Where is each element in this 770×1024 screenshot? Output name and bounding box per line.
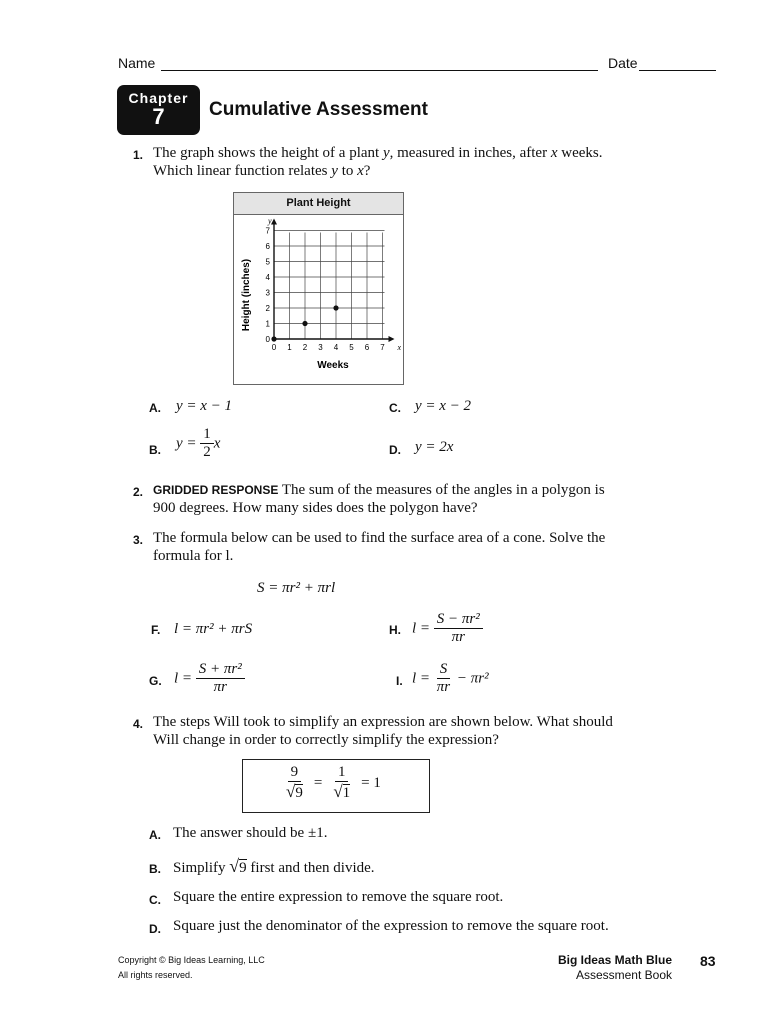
q3-choice-g-lhs: l = — [174, 670, 193, 687]
q3-choice-i-num: S — [437, 661, 451, 679]
q1-text-b: , measured in inches, after — [389, 145, 551, 161]
q4-expression — [283, 764, 381, 803]
footer-rights: All rights reserved. — [118, 970, 193, 980]
chapter-number: 7 — [152, 104, 165, 129]
q1-text-c: weeks. — [557, 145, 603, 161]
q1-choice-c[interactable]: y = x − 2 — [415, 398, 472, 414]
q3-choice-i-den: πr — [436, 679, 451, 696]
y-tick-label: 3 — [265, 288, 270, 298]
q3-choice-h-fraction — [434, 611, 483, 647]
q1-line2-y: y — [331, 163, 338, 179]
q3-choice-g[interactable] — [174, 661, 245, 697]
q1-choice-b-den: 2 — [203, 444, 211, 461]
q4-frac-2 — [330, 764, 353, 803]
footer-book-title: Big Ideas Math Blue — [557, 953, 672, 967]
y-tick-label: 5 — [265, 257, 270, 267]
q3-formula: S = πr² + πrl — [257, 580, 336, 596]
q3-choice-i[interactable] — [412, 661, 489, 697]
q3-choice-h-num: S − πr² — [434, 611, 483, 629]
y-tick-label: 6 — [265, 242, 270, 251]
y-axis-variable: y — [268, 216, 272, 226]
name-field[interactable] — [161, 70, 598, 71]
page-title: Cumulative Assessment — [209, 99, 428, 120]
x-tick-label: 0 — [271, 343, 277, 352]
data-point — [302, 321, 307, 326]
q4-number: 4. — [133, 717, 144, 731]
q1-text-a: The graph shows the height of a plant — [153, 145, 383, 161]
q4-frac1-num: 9 — [288, 764, 302, 782]
q4-choice-c[interactable]: Square the entire expression to remove the square root. — [173, 889, 504, 905]
chapter-word: Chapter — [128, 90, 189, 106]
q4-choice-b-letter: B. — [149, 862, 161, 876]
q3-choice-f-letter: F. — [151, 623, 161, 637]
q4-choice-d-letter: D. — [149, 922, 161, 936]
q3-choice-g-letter: G. — [149, 674, 162, 688]
chapter-badge — [117, 85, 200, 135]
q1-line2-q: ? — [363, 163, 371, 179]
x-axis-arrow-icon — [389, 336, 395, 342]
q4-choice-b[interactable] — [173, 856, 375, 877]
q1-line2-a: Which linear function relates — [153, 163, 332, 179]
plant-height-chart — [233, 192, 404, 385]
x-tick-label: 4 — [333, 343, 339, 352]
x-axis-variable: x — [397, 343, 402, 352]
data-point — [271, 336, 276, 341]
x-tick-label: 1 — [287, 343, 292, 352]
q3-text-line1: The formula below can be used to find the surface area of a cone. Solve the — [153, 530, 606, 546]
q3-choice-h-lhs: l = — [412, 620, 431, 637]
q1-choice-b[interactable] — [176, 426, 220, 462]
y-tick-label: 0 — [265, 335, 270, 344]
q1-line2-to: to — [337, 163, 358, 179]
q3-choice-i-fraction — [434, 661, 453, 697]
q1-choice-b-fraction — [200, 426, 214, 462]
q2-text1: The sum of the measures of the angles in a polygon is — [278, 482, 605, 498]
q2-text-line1 — [153, 482, 605, 499]
q4-result: = 1 — [361, 774, 381, 791]
q4-choice-a[interactable]: The answer should be ±1. — [173, 825, 328, 841]
chart-title: Plant Height — [286, 197, 351, 209]
q3-choice-i-letter: I. — [396, 674, 403, 688]
x-tick-label: 5 — [349, 343, 354, 352]
q3-choice-f[interactable]: l = πr² + πrS — [174, 621, 253, 637]
q1-text-line2 — [153, 163, 370, 180]
q1-choice-a-letter: A. — [149, 401, 161, 415]
q2-lead: GRIDDED RESPONSE — [153, 483, 279, 497]
q1-choice-c-letter: C. — [389, 401, 401, 415]
y-tick-label: 2 — [265, 304, 270, 313]
q4-text-line1: The steps Will took to simplify an expression are shown below. What should — [153, 714, 613, 730]
q3-choice-g-num: S + πr² — [196, 661, 245, 679]
q1-line2-x: x — [357, 163, 364, 179]
q3-text-line2: formula for l. — [153, 548, 234, 564]
sqrt-symbol-icon: √ — [229, 856, 240, 876]
q1-var-y: y — [382, 145, 390, 161]
q4-choice-b-text-a: Simplify — [173, 860, 230, 876]
q4-frac2-radicand: 1 — [342, 785, 351, 802]
y-axis-arrow-icon — [271, 219, 277, 225]
q4-choice-b-radicand: 9 — [239, 860, 247, 876]
q1-choice-d[interactable]: y = 2x — [415, 439, 454, 455]
q4-choice-d[interactable]: Square just the denominator of the expression to remove the square root. — [173, 918, 609, 934]
q1-choice-b-letter: B. — [149, 443, 161, 457]
x-tick-label: 2 — [302, 343, 308, 352]
q4-choice-c-letter: C. — [149, 893, 161, 907]
q4-choice-b-text-b: first and then divide. — [246, 860, 375, 876]
q3-choice-h-den: πr — [451, 629, 465, 646]
q3-choice-h[interactable] — [412, 611, 483, 647]
q3-choice-g-den: πr — [213, 679, 227, 696]
x-tick-label: 7 — [380, 343, 385, 352]
q4-frac2-num: 1 — [335, 764, 349, 782]
q1-number: 1. — [133, 148, 144, 162]
q1-choice-b-lhs: y = — [176, 435, 197, 452]
q4-frac-1 — [283, 764, 306, 803]
q4-frac1-radicand: 9 — [295, 785, 303, 802]
q4-text-line2: Will change in order to correctly simplify the expression? — [153, 732, 499, 748]
q1-text-line1 — [153, 145, 602, 162]
data-point — [333, 305, 338, 310]
footer-copyright: Copyright © Big Ideas Learning, LLC — [118, 955, 265, 965]
q1-var-x: x — [550, 145, 558, 161]
q2-number: 2. — [133, 485, 144, 499]
name-label: Name — [118, 55, 156, 71]
x-tick-label: 3 — [318, 343, 323, 352]
q3-choice-g-fraction — [196, 661, 245, 697]
x-tick-label: 6 — [364, 343, 370, 352]
date-field[interactable] — [639, 70, 716, 71]
date-label: Date — [608, 55, 638, 71]
y-tick-label: 1 — [265, 319, 270, 329]
q1-choice-b-rhs: x — [213, 435, 221, 452]
q3-choice-h-letter: H. — [389, 623, 401, 637]
q2-text-line2: 900 degrees. How many sides does the polygon have? — [153, 500, 478, 516]
page-number: 83 — [700, 953, 716, 969]
y-tick-label: 7 — [265, 226, 270, 236]
chart-plot — [234, 215, 403, 384]
q4-frac2-den: √1 — [333, 782, 351, 802]
q4-choice-a-letter: A. — [149, 828, 161, 842]
footer-book-subtitle: Assessment Book — [575, 968, 672, 982]
q4-expression-box — [242, 759, 430, 813]
q4-frac1-den: √9 — [286, 782, 303, 802]
q3-choice-i-rhs: − πr² — [456, 670, 489, 687]
q3-number: 3. — [133, 533, 144, 547]
chart-title-bar — [234, 193, 403, 215]
q3-choice-i-lhs: l = — [412, 670, 431, 687]
chart-xlabel: Weeks — [317, 360, 349, 371]
y-tick-label: 4 — [265, 273, 270, 282]
q1-choice-b-num: 1 — [200, 426, 214, 444]
q4-equals-1: = — [313, 774, 323, 791]
chart-ylabel: Height (inches) — [241, 258, 252, 332]
q1-choice-a[interactable]: y = x − 1 — [176, 398, 233, 414]
q1-choice-d-letter: D. — [389, 443, 401, 457]
